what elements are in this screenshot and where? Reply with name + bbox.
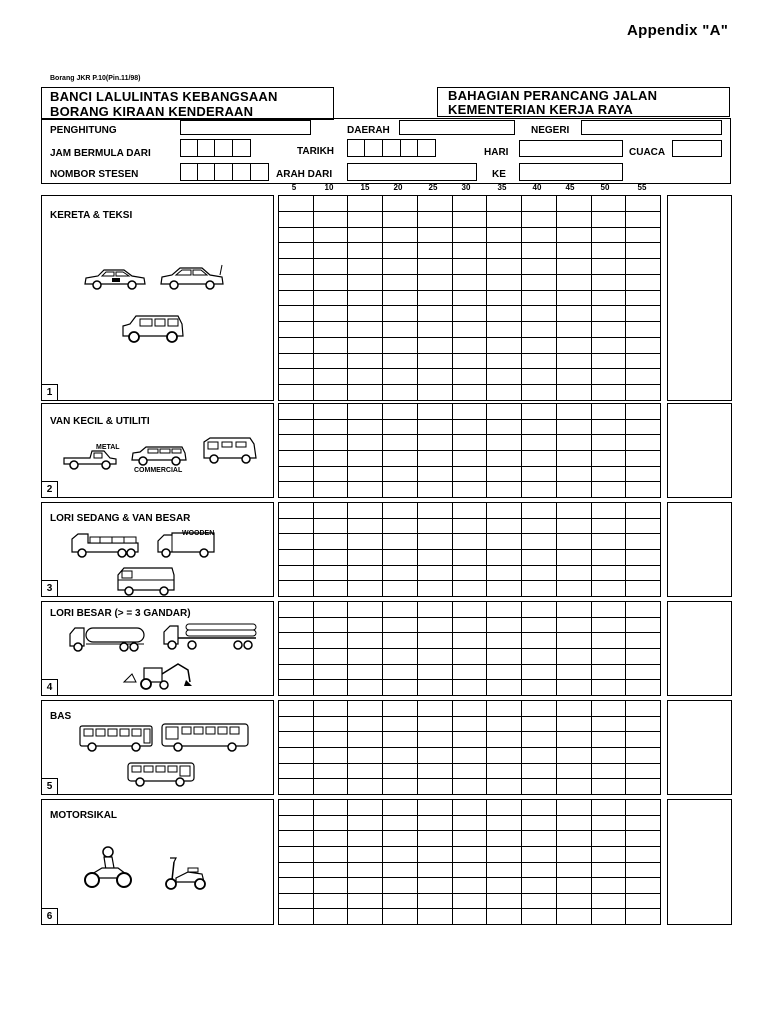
penghitung-field[interactable] [180,120,311,135]
total-box-6[interactable] [667,799,732,925]
timber-lorry-icon [162,620,258,652]
van-icon [202,436,258,464]
tarikh-digit-5[interactable] [417,139,436,157]
sedan-icon [82,266,148,292]
daerah-label: DAERAH [347,125,390,136]
department-line2: KEMENTERIAN KERJA RAYA [448,102,633,117]
cuaca-field[interactable] [672,140,722,157]
jam-bermula-digit-2[interactable] [197,139,215,157]
arah-dari-label: ARAH DARI [276,169,333,180]
minute-40: 40 [532,183,542,192]
category-box-4 [41,601,274,696]
tally-grid-2[interactable] [278,403,661,498]
flatbed-lorry-icon [70,531,140,559]
category-box-3 [41,502,274,597]
car-icon [158,264,226,292]
form-title-line1: BANCI LALULINTAS KEBANGSAAN [50,89,278,104]
form-title-line2: BORANG KIRAAN KENDERAAN [50,104,254,119]
backhoe-icon [122,660,194,692]
category-title-5: BAS [50,711,72,722]
long-bus-icon [160,721,250,753]
jam-bermula-digit-1[interactable] [180,139,198,157]
ke-field[interactable] [519,163,623,181]
bus-icon [78,723,154,753]
tally-grid-lines [278,502,661,597]
appendix-label: Appendix "A" [627,22,729,39]
negeri-label: NEGERI [531,125,570,136]
nombor-stesen-label: NOMBOR STESEN [50,169,139,180]
commercial-label: COMMERCIAL [134,467,183,474]
tanker-lorry-icon [68,624,146,654]
wooden-label: WOODEN [182,530,215,537]
ke-label: KE [492,169,506,180]
cuaca-label: CUACA [629,147,666,158]
jam-bermula-label: JAM BERMULA DARI [50,148,151,159]
category-number-2: 2 [42,481,58,497]
category-box-1 [41,195,274,401]
minibus-icon [126,759,196,789]
minute-15: 15 [360,183,370,192]
tally-grid-1[interactable] [278,195,661,401]
department-box [437,87,730,117]
minute-5: 5 [291,183,297,192]
tarikh-digit-3[interactable] [382,139,401,157]
stesen-digit-5[interactable] [250,163,269,181]
stesen-digit-2[interactable] [197,163,215,181]
category-title-4: LORI BESAR (> = 3 GANDAR) [50,608,191,619]
minute-10: 10 [324,183,334,192]
tally-grid-lines [278,195,661,401]
tarikh-label: TARIKH [297,146,335,157]
jam-bermula-digit-4[interactable] [232,139,251,157]
negeri-field[interactable] [581,120,722,135]
minute-35: 35 [497,183,507,192]
title-box [41,87,334,120]
tarikh-digit-4[interactable] [400,139,418,157]
tally-grid-5[interactable] [278,700,661,795]
hari-label: HARI [484,147,509,158]
tally-grid-lines [278,403,661,498]
category-number-4: 4 [42,679,58,695]
category-number-3: 3 [42,580,58,596]
total-box-2[interactable] [667,403,732,498]
tally-grid-lines [278,799,661,925]
category-box-2 [41,403,274,498]
large-van-icon [116,565,176,597]
category-box-6 [41,799,274,925]
total-box-5[interactable] [667,700,732,795]
minute-25: 25 [428,183,438,192]
penghitung-label: PENGHITUNG [50,125,117,136]
stesen-digit-1[interactable] [180,163,198,181]
tally-grid-6[interactable] [278,799,661,925]
metal-label: METAL [96,444,120,451]
arah-dari-field[interactable] [347,163,477,181]
tarikh-digit-1[interactable] [347,139,365,157]
tarikh-digit-2[interactable] [364,139,383,157]
scooter-icon [162,854,208,892]
category-title-2: VAN KECIL & UTILITI [50,416,150,427]
jam-bermula-digit-3[interactable] [214,139,233,157]
category-title-3: LORI SEDANG & VAN BESAR [50,513,191,524]
tally-grid-lines [278,700,661,795]
total-box-1[interactable] [667,195,732,401]
category-title-6: MOTORSIKAL [50,810,118,821]
category-title-1: KERETA & TEKSI [50,210,133,221]
minute-45: 45 [565,183,575,192]
department-line1: BAHAGIAN PERANCANG JALAN [448,88,658,103]
motorcycle-icon [82,846,134,890]
hari-field[interactable] [519,140,623,157]
category-number-6: 6 [42,908,58,924]
stesen-digit-4[interactable] [232,163,251,181]
pickup-icon [62,448,118,470]
category-number-5: 5 [42,778,58,794]
minute-50: 50 [600,183,610,192]
category-box-5 [41,700,274,795]
total-box-4[interactable] [667,601,732,696]
jeep-icon [120,312,186,344]
form-code: Borang JKR P.10(Pin.11/98) [50,75,141,82]
estate-car-icon [130,444,188,466]
tally-grid-lines [278,601,661,696]
minute-55: 55 [637,183,647,192]
minute-20: 20 [393,183,403,192]
daerah-field[interactable] [399,120,515,135]
stesen-digit-3[interactable] [214,163,233,181]
minute-30: 30 [461,183,471,192]
total-box-3[interactable] [667,502,732,597]
tally-grid-4[interactable] [278,601,661,696]
tally-grid-3[interactable] [278,502,661,597]
category-number-1: 1 [42,384,58,400]
